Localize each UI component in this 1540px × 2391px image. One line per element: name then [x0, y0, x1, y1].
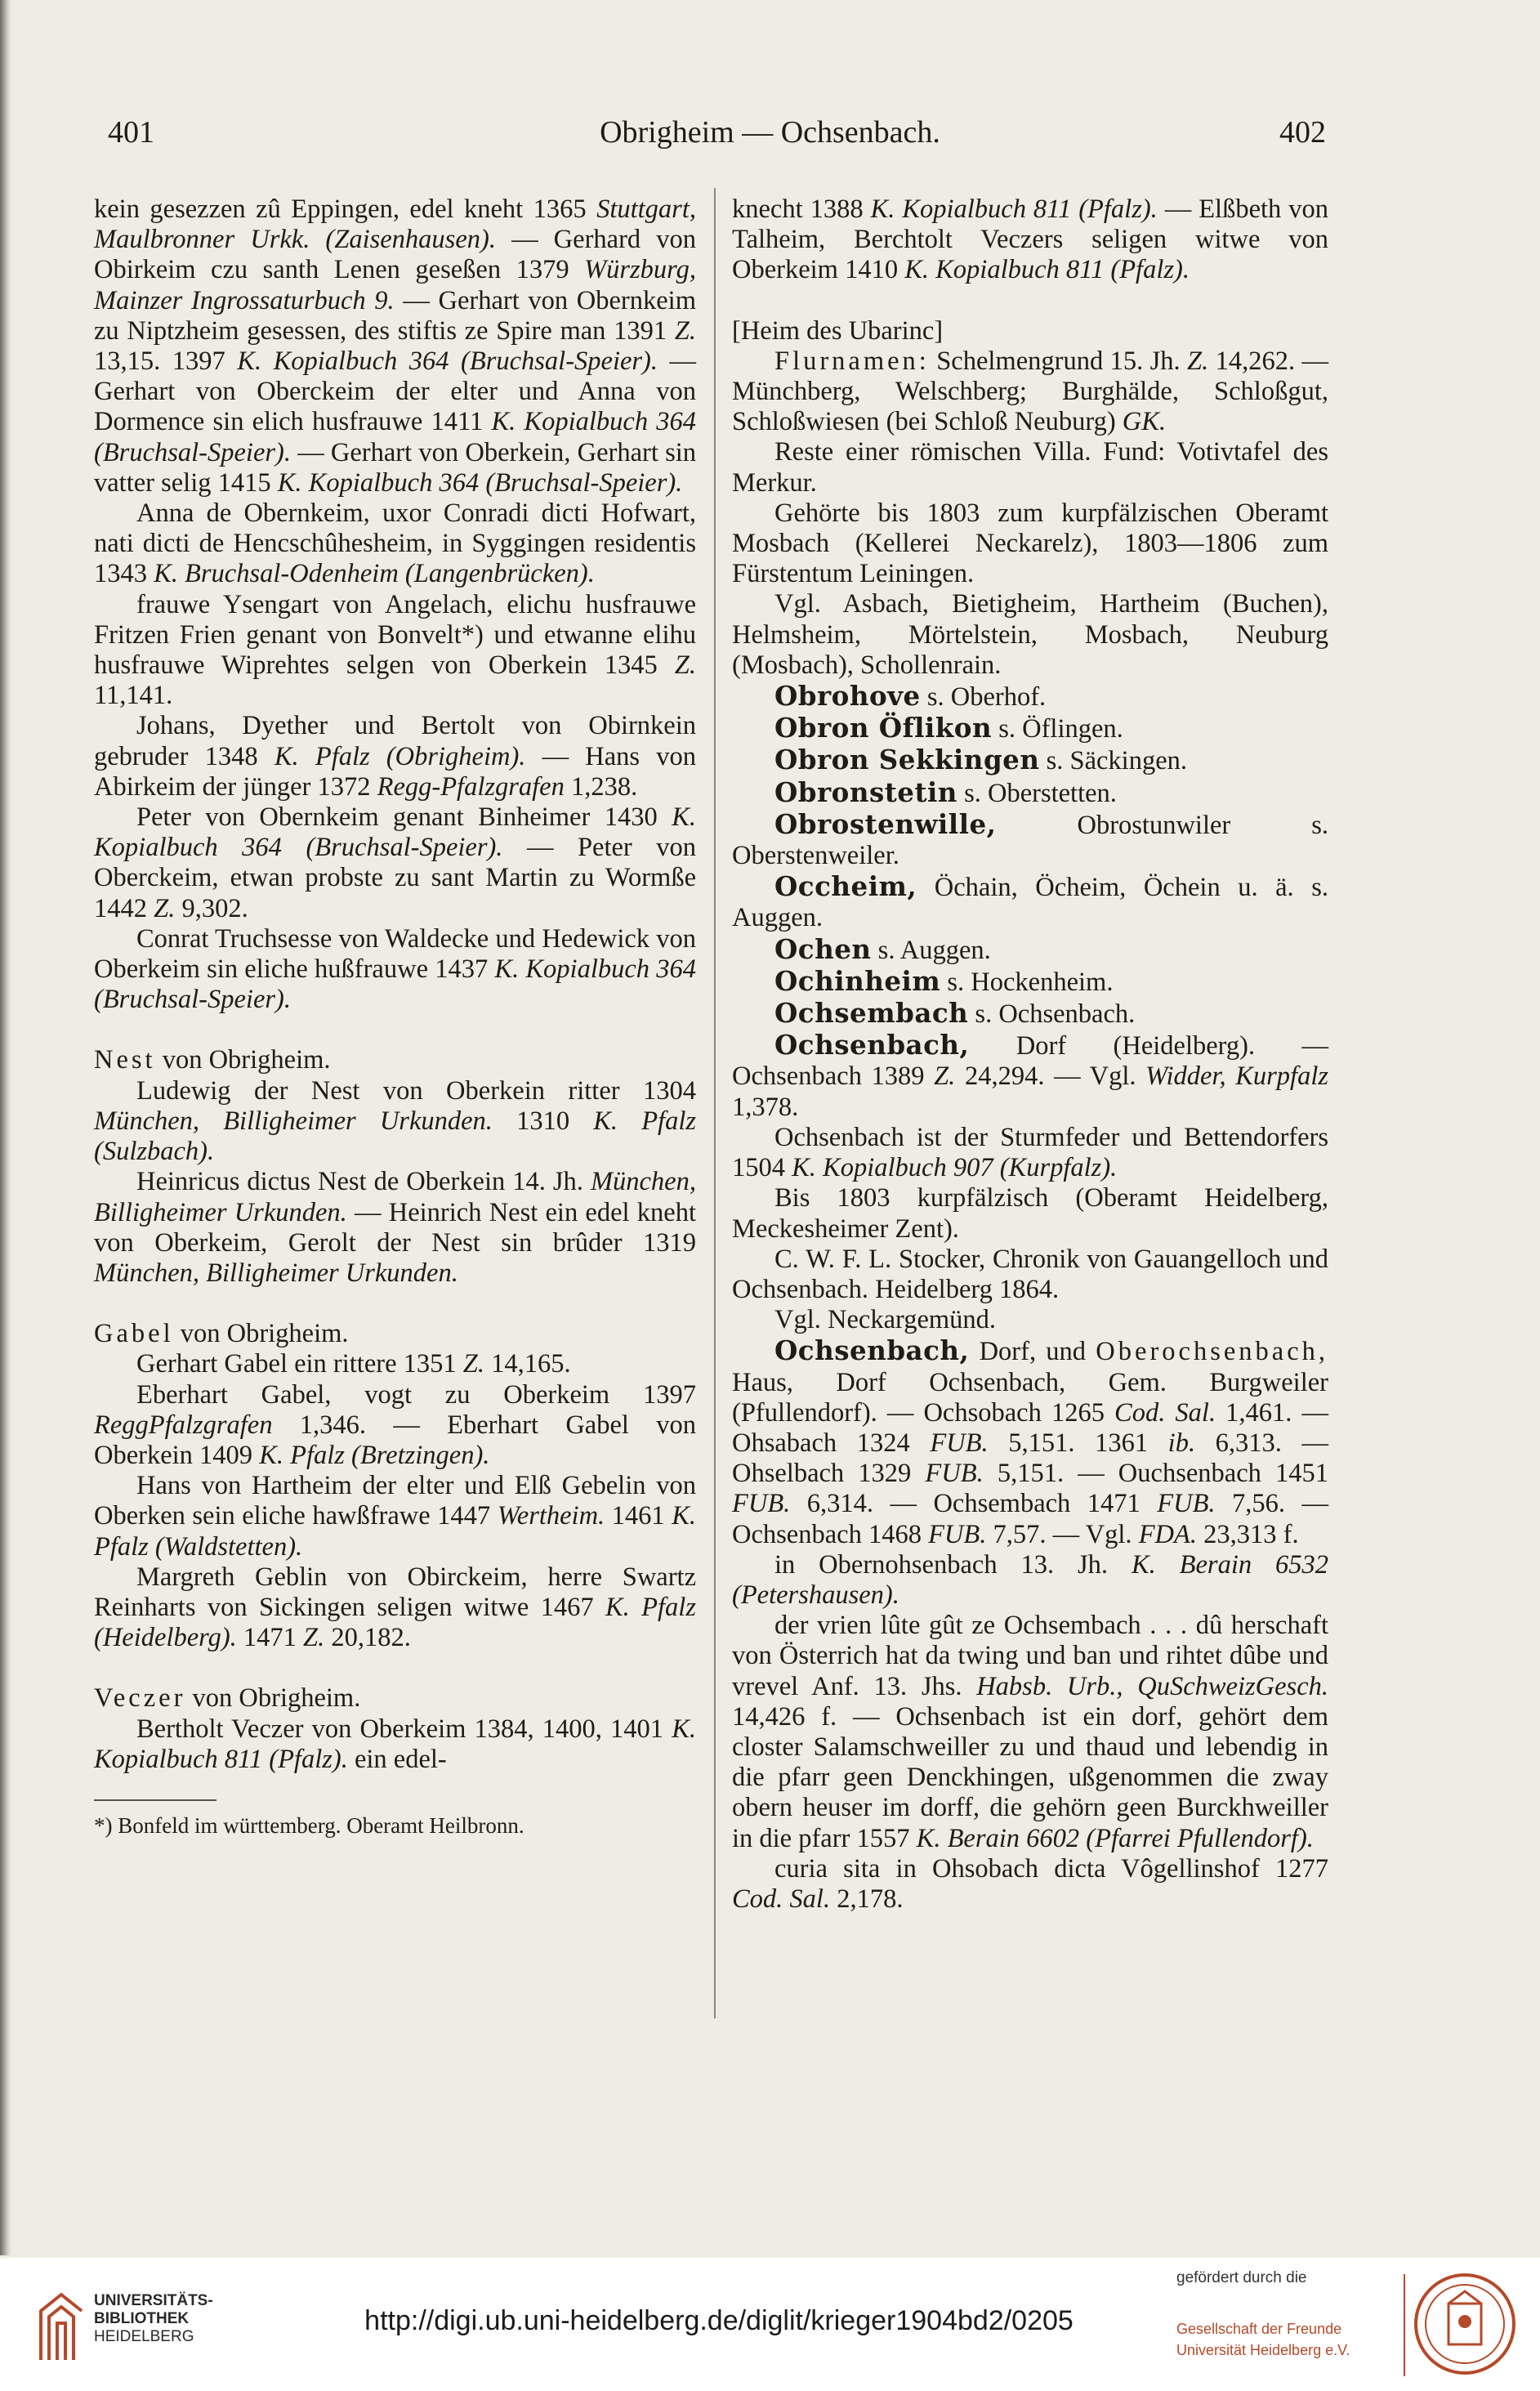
citation: Stuttgart, Maulbronner Urkk. (Zaisenhausen).: [94, 194, 696, 255]
text-run: 24,294. — Vgl.: [955, 1061, 1146, 1092]
paragraph: [732, 194, 1328, 286]
citation: München, Billigheimer Urkunden.: [94, 1106, 493, 1136]
text-run: 14,426 f. — Ochsenbach ist ein dorf, gehört dem closter Salamschweiller zu und thaud und lebendig in die pfarr geen Denckhingen, ußgenommen die zway obern heuser im dorff, die gehörn geen Burckhweiller in die pfarr 1557: [732, 1701, 1328, 1853]
paragraph: [732, 1550, 1328, 1611]
entry-headword: Occheim,: [774, 870, 917, 903]
entry: [732, 681, 1328, 713]
left-column: [94, 194, 696, 1839]
footnote-rule: [94, 1799, 216, 1801]
university-seal-icon: [1412, 2271, 1518, 2377]
paragraph: [732, 1183, 1328, 1244]
text-run: 9,302.: [175, 893, 248, 923]
entry: [732, 934, 1328, 966]
spaced-name: Flurnamen:: [774, 346, 930, 376]
footnote: *) Bonfeld im württemberg. Oberamt Heilbronn.: [94, 1812, 524, 1838]
entry-headword: Obronstetin: [774, 775, 957, 808]
text-run: s. Auggen.: [871, 935, 991, 965]
text-run: 14,165.: [484, 1349, 571, 1379]
paragraph: [94, 1380, 696, 1472]
entry-headword: Ochsembach: [774, 997, 969, 1030]
text-run: s. Säckingen.: [1039, 746, 1188, 776]
citation: Z.: [934, 1061, 956, 1092]
text-run: von Obrigheim.: [173, 1319, 349, 1349]
library-name: [94, 2292, 213, 2346]
citation: Würzburg, Mainzer Ingrossaturbuch 9.: [94, 255, 696, 315]
citation: K. Pfalz (Bretzingen).: [259, 1440, 490, 1470]
paragraph: [732, 589, 1328, 681]
paragraph: [732, 1123, 1328, 1183]
text-run: 13,15. 1397: [94, 346, 238, 377]
text-run: C. W. F. L. Stocker, Chronik von Gauangelloch und Ochsenbach. Heidelberg 1864.: [732, 1244, 1328, 1304]
text-run: von Obrigheim.: [185, 1683, 361, 1714]
text-run: Heinricus dictus Nest de Oberkein 14. Jh.: [136, 1167, 591, 1197]
text-run: Margreth Geblin von Obirckeim, herre Swartz Reinharts von Sickingen seligen witwe 1467: [94, 1562, 696, 1622]
citation: K. Kopialbuch 364 (Bruchsal-Speier).: [94, 802, 696, 863]
text-run: 1471: [236, 1623, 304, 1653]
text-run: Dorf, und: [969, 1337, 1096, 1367]
text-run: Hans von Hartheim der elter und Elß Gebelin von Oberken sein eliche hawßfrawe 1447: [94, 1471, 696, 1531]
text-run: [Heim des Ubarinc]: [732, 315, 944, 346]
text-run: knecht 1388: [732, 194, 871, 224]
text-run: s. Öflingen.: [992, 714, 1123, 744]
text-run: Anna de Obernkeim, uxor Conradi dicti Hofwart, nati dicti de Hencschûhesheim, in Syggingen residentis 1343: [94, 498, 696, 589]
text-run: Gehörte bis 1803 zum kurpfälzischen Oberamt Mosbach (Kellerei Neckarelz), 1803—1806 zum Fürstentum Leiningen.: [732, 498, 1328, 589]
text-run: Eberhart Gabel, vogt zu Oberkeim 1397: [136, 1379, 696, 1410]
citation: K. Pfalz (Sulzbach).: [94, 1106, 696, 1167]
citation: Cod. Sal.: [732, 1884, 831, 1914]
text-run: Vgl. Neckargemünd.: [774, 1305, 997, 1335]
text-run: 1,378.: [732, 1092, 799, 1122]
column-divider: [714, 188, 716, 2018]
library-name-line: BIBLIOTHEK: [94, 2310, 190, 2327]
entry: [732, 1030, 1328, 1123]
citation: K. Kopialbuch 811 (Pfalz).: [904, 255, 1190, 285]
text-run: Öchain, Öcheim, Öchein u. ä. s. Auggen.: [732, 873, 1328, 933]
citation: FUB.: [930, 1428, 989, 1458]
text-run: 1461: [605, 1501, 672, 1531]
text-run: 20,182.: [324, 1623, 411, 1653]
text-run: Ochsenbach ist der Sturmfeder und Bettendorfers 1504: [732, 1122, 1328, 1183]
text-run: kein gesezzen zû Eppingen, edel kneht 1365: [94, 194, 597, 224]
paragraph: [732, 1854, 1328, 1915]
text-run: 1,461. — Ohsabach 1324: [732, 1397, 1328, 1458]
citation: K. Pfalz (Heidelberg).: [94, 1592, 696, 1653]
citation: K. Pfalz (Obrigheim).: [274, 741, 526, 771]
citation: K. Kopialbuch 811 (Pfalz).: [870, 194, 1158, 224]
text-run: Vgl. Asbach, Bietigheim, Hartheim (Buchen), Helmsheim, Mörtelstein, Mosbach, Neuburg (Mosbach), Schollenrain.: [732, 589, 1328, 680]
text-run: 7,56. — Ochsenbach 1468: [732, 1489, 1328, 1549]
footer-divider: [1404, 2274, 1405, 2376]
citation: München, Billigheimer Urkunden.: [94, 1258, 458, 1288]
text-run: 1,346. — Eberhart Gabel von Oberkein 1409: [94, 1410, 696, 1470]
text-run: s. Hockenheim.: [940, 967, 1114, 997]
text-run: Ludewig der Nest von Oberkein ritter 1304: [136, 1075, 696, 1106]
library-logo-icon[interactable]: [33, 2290, 90, 2364]
paragraph: [94, 1471, 696, 1562]
citation: FUB.: [928, 1519, 987, 1549]
text-run: 11,141.: [94, 681, 173, 711]
paragraph: [94, 1349, 696, 1379]
citation: K. Kopialbuch 364 (Bruchsal-Speier).: [94, 407, 697, 467]
text-run: 5,151. — Ouchsenbach 1451: [983, 1459, 1328, 1489]
text-run: in Obernohsenbach 13. Jh.: [774, 1549, 1132, 1580]
section-heading: [94, 1683, 696, 1714]
citation: FUB.: [1157, 1489, 1216, 1519]
entry: [732, 998, 1328, 1030]
paragraph: [94, 1076, 696, 1168]
text-run: 6,313. — Ohselbach 1329: [732, 1428, 1329, 1489]
text-run: — Gerhart von Oberckeim der elter und Anna von Dormence sin elich husfrauwe 1411: [94, 346, 697, 437]
citation: FUB.: [925, 1459, 984, 1489]
entry: [732, 744, 1328, 776]
text-run: Peter von Obernkeim genant Binheimer 1430: [136, 802, 672, 833]
text-run: frauwe Ysengart von Angelach, elichu husfrauwe Fritzen Frien genant von Bonvelt*) und etwanne elihu husfrauwe Wiprehtes selgen von Oberkein 1345: [94, 589, 696, 681]
entry: [732, 777, 1328, 809]
spaced-name: Veczer: [94, 1683, 186, 1714]
text-run: — Heinrich Nest ein edel kneht von Oberkeim, Gerolt der Nest sin brûder 1319: [94, 1197, 696, 1258]
citation: K. Kopialbuch 364 (Bruchsal-Speier).: [237, 346, 658, 377]
entry-headword: Ochen: [774, 932, 872, 965]
citation: Z.: [303, 1623, 325, 1653]
paragraph: [94, 711, 696, 802]
supporter-name-line: Gesellschaft der Freunde: [1176, 2321, 1342, 2337]
text-run: curia sita in Ohsobach dicta Vôgellinshof 1277: [774, 1853, 1328, 1884]
text-run: 14,262. — Münchberg, Welschberg; Burghälde, Schloßgut, Schloßwiesen (bei Schloß Neuburg): [732, 346, 1328, 437]
paragraph: [94, 590, 696, 712]
paragraph: [94, 1562, 696, 1654]
citation: K. Berain 6532 (Petershausen).: [732, 1549, 1328, 1610]
citation: ReggPfalzgrafen: [94, 1410, 273, 1440]
entry-headword: Obrohove: [774, 680, 921, 713]
library-name-line: UNIVERSITÄTS-: [94, 2292, 213, 2309]
spaced-name: Nest: [94, 1045, 156, 1075]
citation: FDA.: [1138, 1519, 1197, 1549]
citation: K. Kopialbuch 364 (Bruchsal-Speier).: [94, 954, 696, 1015]
text-run: Johans, Dyether und Bertolt von Obirnkein gebruder 1348: [94, 711, 696, 771]
citation: K. Kopialbuch 364 (Bruchsal-Speier).: [277, 467, 683, 498]
entry-headword: Ochinheim: [774, 964, 941, 997]
text-run: — Peter von Oberckeim, etwan probste zu sant Martin zu Wormße 1442: [94, 833, 696, 923]
paragraph: [94, 1714, 696, 1775]
citation: K. Bruchsal-Odenheim (Langenbrücken).: [154, 559, 595, 589]
paragraph: [94, 194, 696, 498]
entry-headword: Ochsenbach,: [774, 1334, 970, 1367]
text-run: Reste einer römischen Villa. Fund: Votivtafel des Merkur.: [732, 437, 1328, 498]
text-run: — Elßbeth von Talheim, Berchtolt Veczers seligen witwe von Oberkeim 1410: [732, 194, 1328, 285]
running-title: Obrigheim — Ochsenbach.: [600, 115, 940, 150]
spaced-name: Gabel: [94, 1319, 174, 1349]
citation: Cod. Sal.: [1114, 1397, 1216, 1428]
text-run: — Gerhart von Obernkeim zu Niptzheim gesessen, des stiftis ze Spire man 1391: [94, 285, 696, 346]
text-run: — Gerhart von Oberkein, Gerhart sin vatter selig 1415: [94, 437, 696, 498]
permalink-url[interactable]: http://digi.ub.uni-heidelberg.de/diglit/krieger1904bd2/0205: [364, 2305, 1074, 2336]
text-run: Bertholt Veczer von Oberkeim 1384, 1400, 1401: [136, 1714, 672, 1744]
paragraph: [732, 498, 1328, 590]
library-name-line: HEIDELBERG: [94, 2328, 194, 2345]
paragraph: [94, 1167, 696, 1289]
paragraph: [732, 316, 1328, 346]
text-run: von Obrigheim.: [155, 1045, 331, 1075]
citation: Z.: [674, 650, 696, 681]
text-run: 5,151. 1361: [988, 1428, 1168, 1458]
citation: K. Kopialbuch 907 (Kurpfalz).: [792, 1153, 1118, 1183]
spaced-name: Oberochsenbach,: [1096, 1337, 1328, 1367]
text-run: Obrostunwiler s. Oberstenweiler.: [732, 810, 1328, 871]
text-run: der vrien lûte gût ze Ochsembach . . . dû herschaft von Österrich hat da twing und ban und rihtet dûbe und vrevel Anf. 13. Jhs.: [732, 1611, 1328, 1701]
paragraph: [732, 1245, 1328, 1305]
citation: München, Billigheimer Urkunden.: [94, 1167, 696, 1227]
entry: [732, 871, 1328, 933]
citation: ib.: [1167, 1428, 1196, 1458]
text-run: s. Oberhof.: [920, 682, 1047, 713]
text-run: 2,178.: [830, 1884, 904, 1914]
citation: Widder, Kurpfalz: [1145, 1061, 1328, 1092]
citation: K. Kopialbuch 811 (Pfalz).: [94, 1714, 696, 1774]
text-run: 7,57. — Vgl.: [986, 1519, 1139, 1549]
text-run: 1310: [492, 1106, 594, 1136]
section-heading: [94, 1045, 696, 1075]
footer-bar: [0, 2258, 1540, 2391]
entry-headword: Obrostenwille,: [774, 807, 997, 840]
entry-headword: Ochsenbach,: [774, 1029, 970, 1061]
citation: Z.: [674, 315, 696, 346]
citation: Z.: [462, 1349, 484, 1379]
text-run: ein edel-: [347, 1744, 447, 1774]
section-heading: [94, 1319, 696, 1349]
citation: FUB.: [732, 1489, 791, 1519]
text-run: Haus, Dorf Ochsenbach, Gem. Burgweiler (Pfullendorf). — Ochsobach 1265: [732, 1367, 1328, 1428]
citation: K. Pfalz (Waldstetten).: [94, 1501, 696, 1562]
citation: Habsb. Urb., QuSchweizGesch.: [976, 1671, 1328, 1701]
paragraph: [732, 437, 1328, 498]
text-run: s. Oberstetten.: [957, 778, 1117, 808]
entry: [732, 809, 1328, 871]
right-column: [732, 194, 1328, 1915]
citation: Wertheim.: [497, 1501, 605, 1531]
paragraph: [94, 802, 696, 924]
text-run: Conrat Truchsesse von Waldecke und Hedewick von Oberkeim sin eliche hußfrauwe 1437: [94, 923, 696, 985]
text-run: Bis 1803 kurpfälzisch (Oberamt Heidelberg, Meckesheimer Zent).: [732, 1183, 1328, 1244]
text-run: 1,238.: [564, 771, 638, 802]
entry: [732, 713, 1328, 744]
scan-shadow: [0, 0, 11, 2255]
text-run: Schelmengrund 15. Jh.: [929, 346, 1188, 376]
entry-headword: Obron Öflikon: [774, 712, 993, 744]
text-run: — Gerhard von Obirkeim czu santh Lenen geseßen 1379: [94, 225, 696, 285]
text-run: 6,314. — Ochsembach 1471: [790, 1489, 1158, 1519]
citation: Regg-Pfalzgrafen: [377, 771, 565, 802]
paragraph: [732, 1611, 1328, 1854]
page-header: [0, 114, 1540, 163]
paragraph: [94, 498, 696, 590]
text-run: — Hans von Abirkeim der jünger 1372: [94, 741, 696, 802]
supporter-name-line: Universität Heidelberg e.V.: [1176, 2342, 1350, 2358]
text-run: s. Ochsenbach.: [968, 999, 1136, 1030]
paragraph: [94, 924, 696, 1016]
supporter-name: [1176, 2318, 1350, 2361]
text-run: Dorf (Heidelberg). — Ochsenbach 1389: [732, 1031, 1328, 1092]
supporter-label: gefördert durch die: [1176, 2269, 1307, 2286]
entry: [732, 1335, 1328, 1549]
entry-headword: Obron Sekkingen: [774, 744, 1040, 776]
text-run: 23,313 f.: [1197, 1519, 1299, 1549]
paragraph: [732, 346, 1328, 438]
citation: Z.: [1187, 346, 1209, 376]
citation: Z.: [154, 893, 176, 923]
citation: K. Berain 6602 (Pfarrei Pfullendorf).: [916, 1823, 1314, 1853]
entry: [732, 966, 1328, 998]
right-page-number: 402: [1279, 115, 1326, 150]
paragraph: [732, 1305, 1328, 1335]
text-run: Gerhart Gabel ein rittere 1351: [136, 1349, 463, 1379]
citation: GK.: [1122, 407, 1167, 437]
left-page-number: 401: [108, 115, 154, 150]
